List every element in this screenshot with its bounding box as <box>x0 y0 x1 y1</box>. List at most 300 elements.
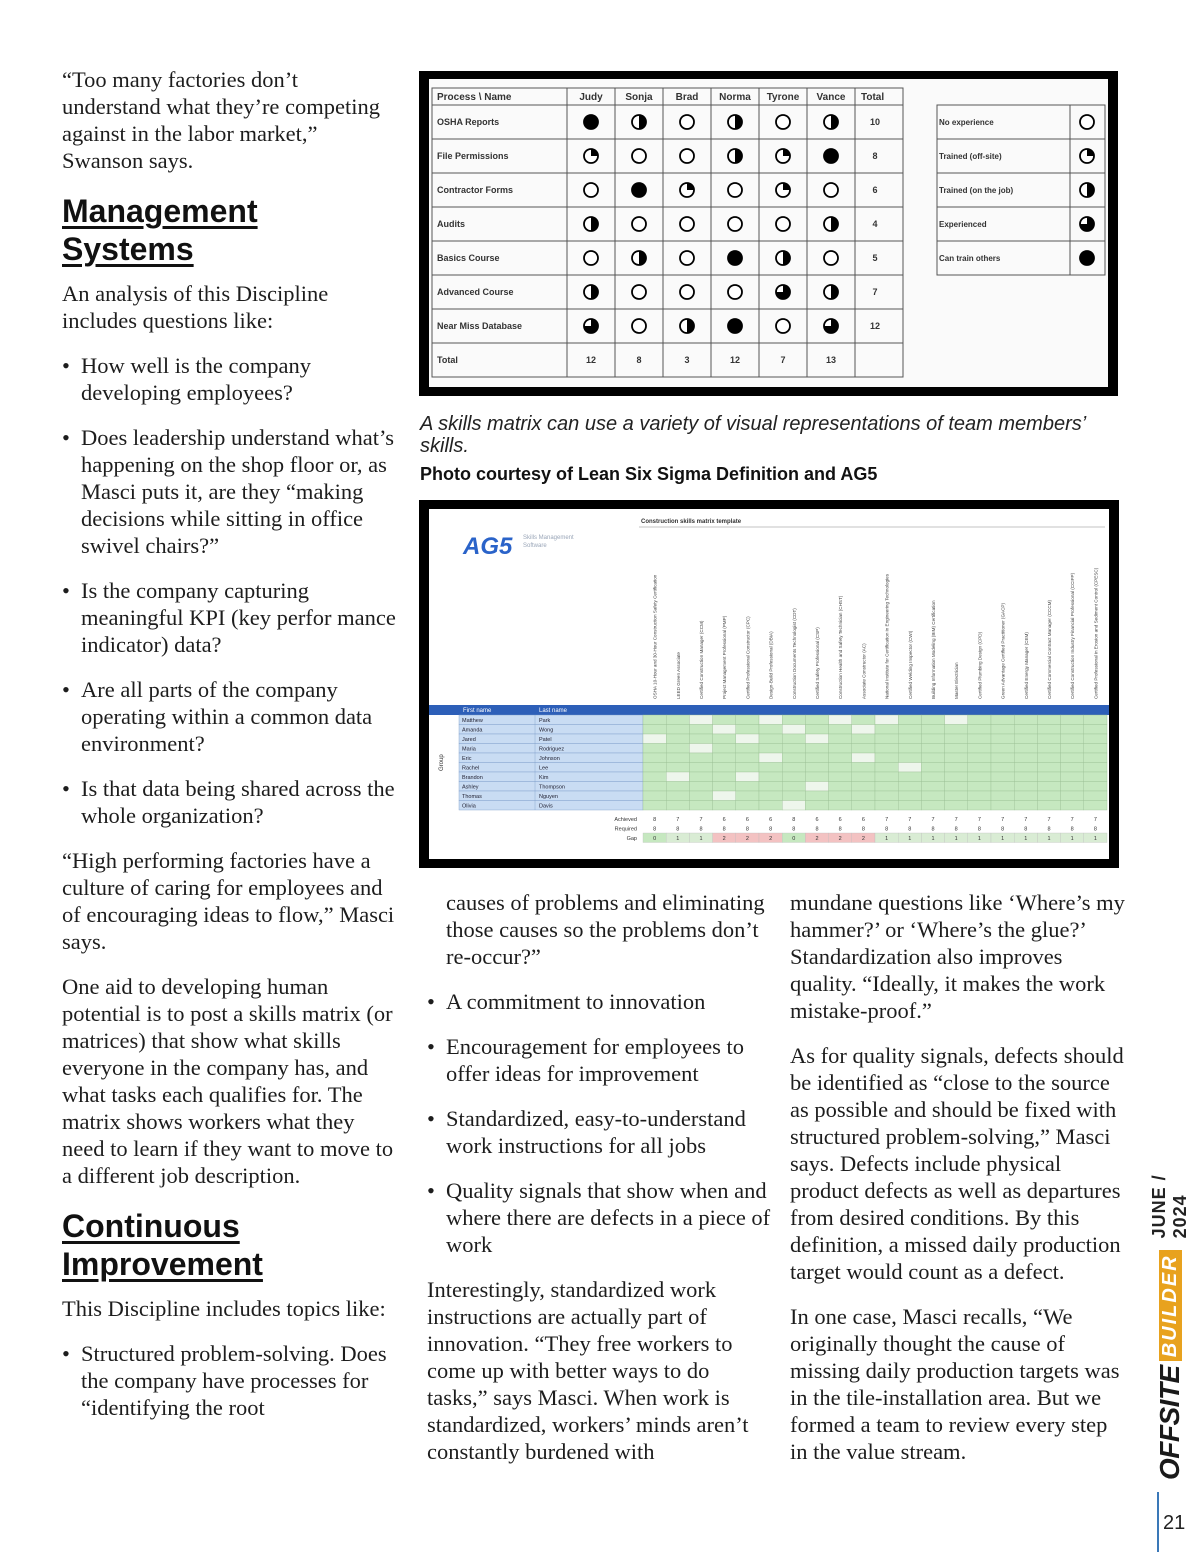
skill-cell <box>921 763 944 773</box>
right-column <box>790 889 1130 1483</box>
skill-cell <box>852 715 875 725</box>
matrix-column-total: 8 <box>636 355 642 365</box>
heading-management-systems <box>62 192 402 268</box>
skill-cell <box>805 791 828 801</box>
skill-cell <box>643 763 666 773</box>
skill-cell <box>805 753 828 763</box>
skill-cell <box>1037 801 1060 811</box>
skill-column-header: Associate Constructor (AC) <box>861 643 867 699</box>
skill-cell <box>829 753 852 763</box>
skill-level-marker <box>824 115 838 129</box>
summary-value: 8 <box>769 826 773 833</box>
skill-cell <box>643 801 666 811</box>
skill-cell <box>945 791 968 801</box>
summary-value: 1 <box>1001 836 1005 842</box>
skill-level-marker <box>680 285 694 299</box>
skill-cell <box>782 725 805 735</box>
body-paragraph: mundane questions like ‘Where’s my hammer?’ or ‘Where’s the glue?’ Standardization also improves quality. “Ideally, it makes the work mistake-proof.” <box>790 890 1125 1023</box>
skill-column-header: Project Management Professional (PMP) <box>722 615 728 699</box>
skill-cell <box>1014 725 1037 735</box>
skill-cell <box>921 715 944 725</box>
skill-level-marker <box>680 251 694 265</box>
skill-cell <box>713 725 736 735</box>
skill-cell <box>782 744 805 754</box>
ag5-matrix-chart <box>429 509 1109 859</box>
skill-cell <box>666 744 689 754</box>
summary-value: 7 <box>1093 817 1097 823</box>
skill-cell <box>666 725 689 735</box>
skill-cell <box>736 801 759 811</box>
management-bullet-list <box>62 352 402 829</box>
skill-cell <box>921 772 944 782</box>
skill-column-header: Certified Welding Inspector (CWI) <box>907 630 913 699</box>
summary-value: 7 <box>908 817 912 823</box>
bullet-item: • Structured problem-solving. Does the company have processes for “identifying the root <box>62 1340 402 1421</box>
skill-cell <box>1037 725 1060 735</box>
skill-column-header: OSHA 10-Hour and 30-Hour Construction Safety Certification <box>652 574 658 699</box>
skill-cell <box>898 744 921 754</box>
sidebar-rule <box>1157 1492 1159 1552</box>
matrix-process-label: Near Miss Database <box>437 321 523 331</box>
skill-level-marker <box>584 251 598 265</box>
skill-cell <box>829 782 852 792</box>
skill-cell <box>921 725 944 735</box>
bullet-item: • A commitment to innovation <box>427 988 772 1015</box>
skill-cell <box>805 744 828 754</box>
skill-level-marker <box>776 115 790 129</box>
skill-column-header: Certified Commercial Contract Manager (CCCM) <box>1047 599 1052 699</box>
matrix-corner-label: Process \ Name <box>437 92 512 103</box>
summary-value: 8 <box>1093 826 1097 833</box>
skills-matrix-chart <box>429 79 1108 387</box>
skill-cell <box>689 801 712 811</box>
skill-cell <box>875 763 898 773</box>
employee-first-name: Brandon <box>462 775 483 781</box>
summary-value: 1 <box>931 836 935 842</box>
skill-level-marker <box>776 183 790 197</box>
skill-column-header: Master Electrician <box>954 662 960 699</box>
skill-cell <box>968 791 991 801</box>
skills-matrix-figure <box>419 71 1118 396</box>
skill-cell <box>759 734 782 744</box>
skill-cell <box>991 801 1014 811</box>
bullet-item: • Quality signals that show when and where there are defects in a piece of work <box>427 1177 772 1258</box>
matrix-process-label: File Permissions <box>437 151 509 161</box>
summary-value: 7 <box>1001 817 1005 823</box>
matrix-process-label: Basics Course <box>437 253 500 263</box>
summary-value: 1 <box>885 836 889 842</box>
summary-value: 7 <box>699 817 703 823</box>
skill-column-header: LEED Green Associate <box>675 652 681 699</box>
skill-cell <box>666 734 689 744</box>
skill-cell <box>829 791 852 801</box>
matrix-process-label: Audits <box>437 219 465 229</box>
skill-cell <box>1061 734 1084 744</box>
skill-cell <box>805 734 828 744</box>
skill-cell <box>829 801 852 811</box>
skill-cell <box>1061 782 1084 792</box>
skill-cell <box>968 763 991 773</box>
skill-cell <box>713 753 736 763</box>
skill-cell <box>852 734 875 744</box>
skill-level-marker <box>728 217 742 231</box>
skill-cell <box>1037 791 1060 801</box>
skill-column-header: Certified Professional in Erosion and Sediment Control (CPESC) <box>1093 567 1099 699</box>
last-name-header: Last name <box>539 708 568 714</box>
skill-cell <box>898 772 921 782</box>
bullet-item: • Does leadership understand what’s happening on the shop floor or, as Masci puts it, are they “making decisions while sitting in office swivel chairs?” <box>62 424 402 559</box>
skill-cell <box>968 753 991 763</box>
skill-cell <box>689 725 712 735</box>
summary-value: 1 <box>1024 836 1028 842</box>
summary-value: 8 <box>1070 826 1074 833</box>
summary-value: 7 <box>676 817 680 823</box>
employee-last-name: Park <box>539 718 551 724</box>
summary-value: 1 <box>954 836 958 842</box>
ag5-logo-subtitle: Software <box>523 543 547 549</box>
skill-cell <box>736 725 759 735</box>
skill-cell <box>945 715 968 725</box>
employee-last-name: Lee <box>539 765 549 772</box>
skill-cell <box>1037 782 1060 792</box>
ag5-logo: AG5 <box>463 533 513 560</box>
skill-cell <box>991 791 1014 801</box>
skill-cell <box>852 772 875 782</box>
summary-value: 1 <box>977 836 981 842</box>
employee-first-name: Eric <box>462 756 472 762</box>
employee-first-name: Thomas <box>462 794 482 800</box>
matrix-person-header: Brad <box>675 92 699 103</box>
summary-value: 8 <box>653 826 657 833</box>
employee-last-name: Rodriguez <box>539 746 565 753</box>
skill-cell <box>736 715 759 725</box>
skill-cell <box>689 753 712 763</box>
skill-column-header: Design-Build Professional (DBIA) <box>768 631 774 699</box>
skill-cell <box>945 753 968 763</box>
skill-column-header: Certified Energy Manager (CEM) <box>1023 632 1029 699</box>
bullet-item: • Encouragement for employees to offer ideas for improvement <box>427 1033 772 1087</box>
skill-cell <box>759 744 782 754</box>
skill-cell <box>1061 791 1084 801</box>
skill-cell <box>1061 715 1084 725</box>
summary-value: 6 <box>722 817 726 823</box>
brand-offsite: OFFSITE <box>1154 1365 1185 1480</box>
skill-cell <box>875 791 898 801</box>
matrix-column-total: 12 <box>729 355 741 365</box>
skill-cell <box>666 772 689 782</box>
skill-cell <box>643 782 666 792</box>
summary-value: 8 <box>815 826 819 833</box>
skill-cell <box>991 734 1014 744</box>
skill-cell <box>782 791 805 801</box>
skill-cell <box>713 763 736 773</box>
skill-cell <box>829 763 852 773</box>
matrix-person-header: Tyrone <box>766 92 800 103</box>
legend-label: Trained (off-site) <box>939 152 1002 161</box>
skill-level-marker <box>680 183 694 197</box>
figure-caption: A skills matrix can use a variety of visual representations of team members’ skills. <box>420 413 1086 457</box>
page-number: 21 <box>1163 1512 1186 1534</box>
skill-level-marker <box>584 217 598 231</box>
skill-cell <box>713 782 736 792</box>
skill-cell <box>852 791 875 801</box>
skill-cell <box>968 715 991 725</box>
skill-cell <box>1014 782 1037 792</box>
legend-label: Experienced <box>939 220 987 229</box>
skill-cell <box>736 772 759 782</box>
skill-cell <box>991 753 1014 763</box>
summary-value: 1 <box>908 836 912 842</box>
skill-cell <box>829 734 852 744</box>
skill-column-header: Certified Professional Constructor (CPC) <box>745 616 751 699</box>
skill-cell <box>1084 801 1107 811</box>
skill-cell <box>921 782 944 792</box>
skill-cell <box>921 734 944 744</box>
employee-last-name: Patel <box>539 737 552 743</box>
skill-cell <box>1037 753 1060 763</box>
skill-level-marker <box>584 149 598 163</box>
skill-cell <box>666 782 689 792</box>
skill-cell <box>643 791 666 801</box>
legend-label: Trained (on the job) <box>939 186 1014 195</box>
employee-first-name: Jared <box>462 737 476 743</box>
matrix-person-header: Norma <box>719 92 751 103</box>
bullet-item: • Standardized, easy-to-understand work instructions for all jobs <box>427 1105 772 1159</box>
skill-cell <box>991 782 1014 792</box>
summary-value: 1 <box>676 836 680 842</box>
skill-cell <box>643 734 666 744</box>
skill-cell <box>898 782 921 792</box>
skill-cell <box>805 782 828 792</box>
skill-cell <box>782 782 805 792</box>
skill-cell <box>968 734 991 744</box>
summary-row-label: Gap <box>626 836 637 842</box>
summary-value: 0 <box>653 836 657 842</box>
intro-quote: “Too many factories don’t understand what they’re competing against in the labor market,” Swanson says. <box>62 67 381 173</box>
summary-value: 8 <box>1001 826 1005 833</box>
summary-value: 8 <box>699 826 703 833</box>
summary-value: 6 <box>861 817 865 823</box>
skill-cell <box>991 744 1014 754</box>
skill-cell <box>1061 763 1084 773</box>
skill-cell <box>1014 734 1037 744</box>
summary-value: 1 <box>1047 836 1051 842</box>
employee-last-name: Johnson <box>539 756 560 762</box>
skill-cell <box>945 734 968 744</box>
skill-cell <box>945 772 968 782</box>
skill-cell <box>968 725 991 735</box>
skill-cell <box>1084 725 1107 735</box>
skill-cell <box>875 725 898 735</box>
skill-cell <box>1084 763 1107 773</box>
matrix-row-total: 12 <box>869 321 881 331</box>
skill-cell <box>852 744 875 754</box>
skill-cell <box>968 744 991 754</box>
skill-level-marker <box>776 319 790 333</box>
template-title: Construction skills matrix template <box>641 519 742 525</box>
body-paragraph: “High performing factories have a culture of caring for employees and of encouraging ideas to flow,” Masci says. <box>62 848 395 954</box>
skill-cell <box>875 715 898 725</box>
skill-cell <box>1037 763 1060 773</box>
summary-value: 8 <box>1047 826 1051 833</box>
skill-level-marker <box>680 149 694 163</box>
skill-column-header: Building Information Modeling (BIM) Certification <box>931 600 936 699</box>
legend-label: Can train others <box>939 254 1001 263</box>
skill-cell <box>1061 744 1084 754</box>
skill-cell <box>805 715 828 725</box>
summary-row-label: Achieved <box>614 817 637 823</box>
matrix-row-total: 6 <box>872 185 878 195</box>
summary-value: 6 <box>815 817 819 823</box>
bullet-item: • How well is the company developing employees? <box>62 352 402 406</box>
skill-cell <box>666 763 689 773</box>
group-label: Group <box>439 754 445 771</box>
skill-cell <box>1014 772 1037 782</box>
employee-last-name: Davis <box>539 803 553 810</box>
summary-value: 8 <box>653 817 657 823</box>
skill-cell <box>898 715 921 725</box>
matrix-person-header: Vance <box>816 92 846 103</box>
summary-value: 2 <box>769 836 773 842</box>
summary-value: 1 <box>699 836 703 842</box>
skill-level-marker <box>824 319 838 333</box>
skill-level-marker <box>728 319 742 333</box>
legend-marker <box>1080 217 1094 231</box>
skill-column-header: Construction Documents Technologist (CDT) <box>791 608 797 699</box>
skill-level-marker <box>728 183 742 197</box>
ag5-skills-matrix-figure <box>419 500 1119 868</box>
skill-cell <box>1061 725 1084 735</box>
skill-cell <box>782 734 805 744</box>
skill-column-header: Certified Construction Industry Financial Professional (CCIFP) <box>1070 572 1076 699</box>
summary-value: 6 <box>769 817 773 823</box>
body-paragraph: One aid to developing human potential is to post a skills matrix (or matrices) that show what skills everyone in the company has, and what tasks each qualifies for. The matrix shows workers what they need to learn if they want to move to a different job description. <box>62 974 394 1188</box>
summary-value: 8 <box>908 826 912 833</box>
skill-level-marker <box>728 285 742 299</box>
matrix-row-total: 10 <box>869 117 881 127</box>
skill-cell <box>898 734 921 744</box>
summary-value: 8 <box>838 826 842 833</box>
first-name-header: First name <box>463 708 492 714</box>
matrix-row-total: 7 <box>872 287 878 297</box>
skill-cell <box>852 753 875 763</box>
heading-continuous-improvement <box>62 1207 402 1283</box>
left-column <box>62 66 402 1439</box>
summary-value: 2 <box>861 836 865 842</box>
skill-cell <box>852 801 875 811</box>
skill-cell <box>759 782 782 792</box>
skill-cell <box>852 782 875 792</box>
summary-value: 7 <box>1024 817 1028 823</box>
skill-cell <box>736 782 759 792</box>
skill-cell <box>991 763 1014 773</box>
skill-cell <box>1061 801 1084 811</box>
employee-first-name: Amanda <box>462 727 483 734</box>
legend-label: No experience <box>939 118 994 127</box>
summary-value: 2 <box>838 836 842 842</box>
skill-level-marker <box>824 217 838 231</box>
summary-value: 0 <box>792 836 796 842</box>
matrix-row-total: 8 <box>872 151 878 161</box>
skill-cell <box>1084 772 1107 782</box>
skill-level-marker <box>632 217 646 231</box>
skill-cell <box>689 772 712 782</box>
skill-cell <box>689 715 712 725</box>
skill-cell <box>689 744 712 754</box>
skill-cell <box>736 753 759 763</box>
summary-value: 7 <box>931 817 935 823</box>
skill-cell <box>921 801 944 811</box>
skill-cell <box>875 772 898 782</box>
skill-cell <box>898 725 921 735</box>
bullet-item: • Are all parts of the company operating within a common data environment? <box>62 676 402 757</box>
skill-cell <box>875 801 898 811</box>
skill-level-marker <box>680 115 694 129</box>
matrix-row-total: 5 <box>872 253 878 263</box>
summary-row-label: Required <box>614 826 637 833</box>
skill-level-marker <box>632 319 646 333</box>
skill-cell <box>1084 753 1107 763</box>
ag5-logo-subtitle: Skills Management <box>523 535 574 541</box>
matrix-total-row-label: Total <box>437 355 458 365</box>
skill-level-marker <box>776 149 790 163</box>
skill-cell <box>713 791 736 801</box>
summary-value: 2 <box>722 836 726 842</box>
skill-cell <box>643 715 666 725</box>
employee-first-name: Maria <box>462 746 476 753</box>
skill-level-marker <box>584 183 598 197</box>
summary-value: 8 <box>722 826 726 833</box>
brand-builder: BUILDER <box>1159 1250 1182 1361</box>
skill-cell <box>1014 744 1037 754</box>
continuous-bullet-list <box>62 1340 402 1421</box>
heading-line: Management <box>62 193 258 229</box>
body-paragraph: As for quality signals, defects should be identified as “close to the source as possible and should be fixed with structured problem-solving,” Masci says. Defects include physical product defects as well as departures from desired conditions. By this definition, a missed daily production target would count as a defect. <box>790 1043 1124 1284</box>
summary-value: 2 <box>745 836 749 842</box>
management-intro: An analysis of this Discipline includes questions like: <box>62 281 329 333</box>
employee-last-name: Kim <box>539 775 549 781</box>
skill-cell <box>991 715 1014 725</box>
skill-column-header: Certified Construction Manager (CCM) <box>699 620 704 699</box>
skill-level-marker <box>632 251 646 265</box>
skill-cell <box>759 772 782 782</box>
skill-level-marker <box>728 251 742 265</box>
matrix-column-total: 12 <box>585 355 597 365</box>
body-paragraph: In one case, Masci recalls, “We originally thought the cause of missing daily production targets was in the tile-installation area. But we formed a team to review every step in the value stream. <box>790 1304 1120 1464</box>
summary-value: 8 <box>931 826 935 833</box>
skill-level-marker <box>584 115 598 129</box>
skill-cell <box>1037 715 1060 725</box>
skill-cell <box>829 744 852 754</box>
skill-cell <box>782 763 805 773</box>
skill-level-marker <box>680 217 694 231</box>
skill-cell <box>1084 734 1107 744</box>
skill-cell <box>1037 744 1060 754</box>
skill-cell <box>666 715 689 725</box>
employee-last-name: Nguyen <box>539 794 558 800</box>
skill-cell <box>805 763 828 773</box>
skill-cell <box>1037 772 1060 782</box>
skill-cell <box>898 801 921 811</box>
skill-cell <box>875 753 898 763</box>
employee-first-name: Rachel <box>462 765 480 772</box>
skill-cell <box>736 744 759 754</box>
skill-cell <box>782 772 805 782</box>
skill-cell <box>782 801 805 811</box>
skill-cell <box>1084 715 1107 725</box>
matrix-column-total: 7 <box>780 355 786 365</box>
skill-cell <box>1084 782 1107 792</box>
